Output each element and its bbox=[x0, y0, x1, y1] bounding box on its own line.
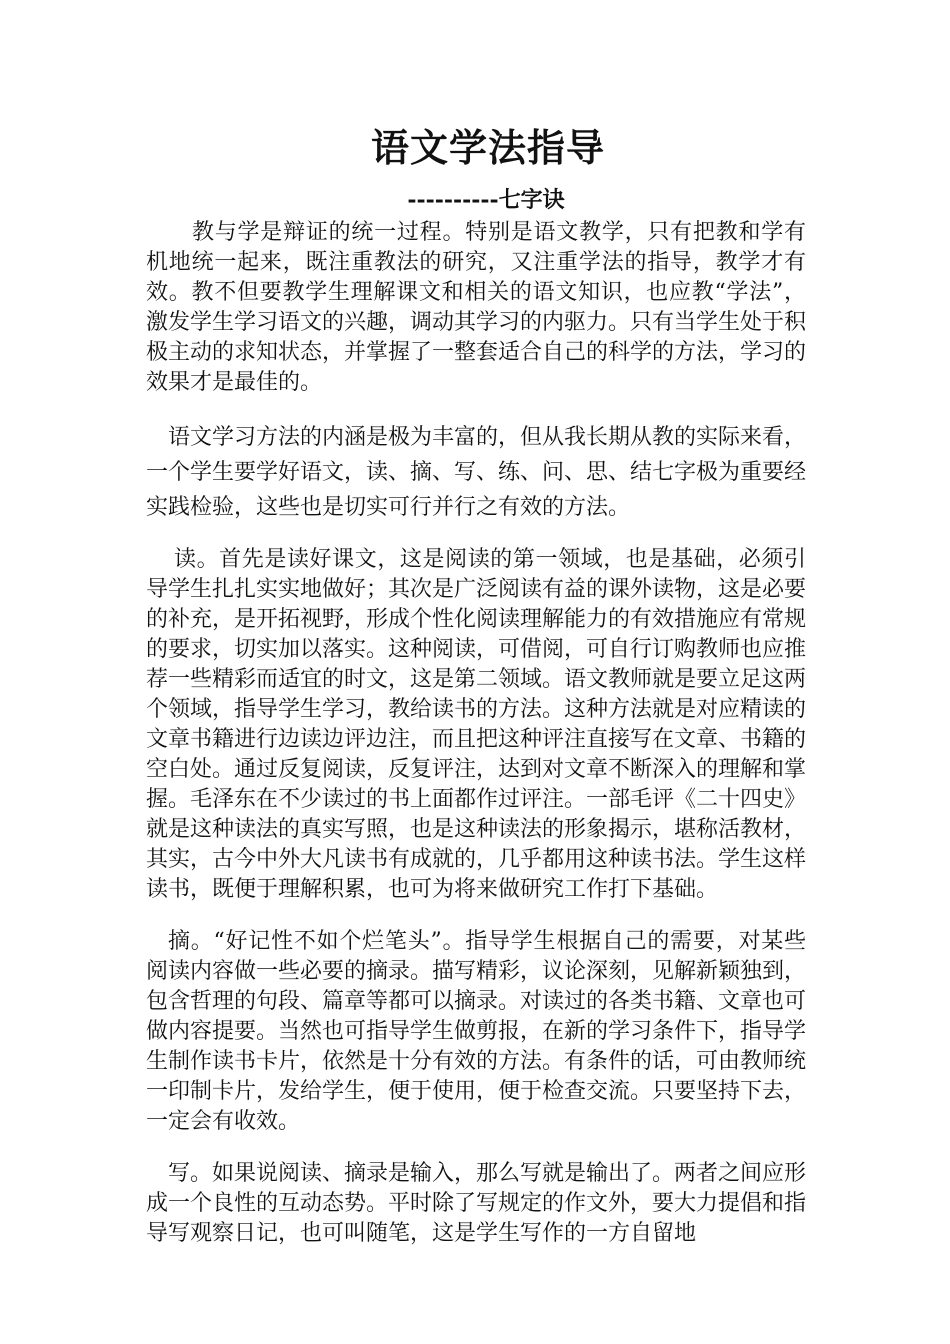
document-page bbox=[146, 120, 806, 1249]
paragraph-method-overview: 语文学习方法的内涵是极为丰富的，但从我长期从教的实际来看，一个学生要学好语文，读、摘、写、练、问、思、结七字极为重要经实践检验，这些也是切实可行并行之有效的方法。 bbox=[146, 425, 807, 520]
document-title: 语文学法指导 bbox=[370, 125, 605, 170]
paragraph-read: 读。首先是读好课文，这是阅读的第一领域，也是基础，必须引导学生扎扎实实地做好；其次是广泛阅读有益的课外读物，这是必要的补充，是开拓视野，形成个性化阅读理解能力的有效措施应有常规的要求，切实加以落实。这种阅读，可借阅，可自行订购教师也应推荐一些精彩而适宜的时文，这是第二领域。语文教师就是要立足这两个领域，指导学生学习，教给读书的方法。这种方法就是对应精读的文章书籍进行边读边评边注，而且把这种评注直接写在文章、书籍的空白处。通过反复阅读，反复评注，达到对文章不断深入的理解和掌握。毛泽东在不少读过的书上面都作过评注。一部毛评《二十四史》就是这种读法的真实写照，也是这种读法的形象揭示，堪称活教材，其实，古今中外大凡读书有成就的，几乎都用这种读书法。学生这样读书，既便于理解积累，也可为将来做研究工作打下基础。 bbox=[146, 547, 807, 902]
paragraph-write: 写。如果说阅读、摘录是输入，那么写就是输出了。两者之间应形成一个良性的互动态势。平时除了写规定的作文外，要大力提倡和指导写观察日记，也可叫随笔，这是学生写作的一方自留地 bbox=[146, 1161, 807, 1246]
paragraph-intro: 教与学是辩证的统一过程。特别是语文教学，只有把教和学有机地统一起来，既注重教法的研究，又注重学法的指导，教学才有效。教不但要教学生理解课文和相关的语文知识，也应教“学法”，激发学生学习语文的兴趣，调动其学习的内驱力。只有当学生处于积极主动的求知状态，并掌握了一整套适合自己的科学的方法，学习的效果才是最佳的。 bbox=[146, 220, 807, 395]
paragraph-excerpt: 摘。“好记性不如个烂笔头”。指导学生根据自己的需要，对某些阅读内容做一些必要的摘录。描写精彩，议论深刻，见解新颖独到，包含哲理的句段、篇章等都可以摘录。对读过的各类书籍、文章也可做内容提要。当然也可指导学生做剪报，在新的学习条件下，指导学生制作读书卡片，依然是十分有效的方法。有条件的话，可由教师统一印制卡片，发给学生，便于使用，便于检查交流。只要坚持下去，一定会有收效。 bbox=[146, 929, 807, 1134]
document-subtitle: ----------七字诀 bbox=[407, 187, 565, 213]
